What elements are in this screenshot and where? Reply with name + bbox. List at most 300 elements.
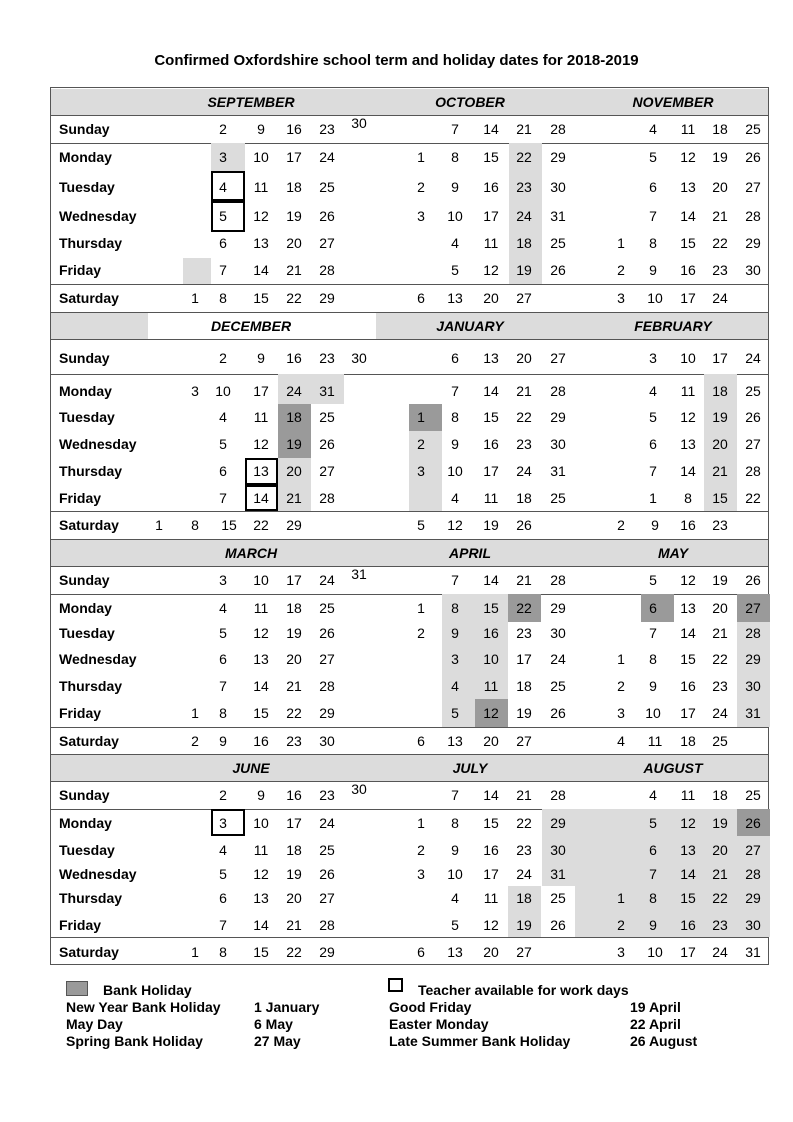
date-cell: 20 [286, 235, 302, 251]
date-cell: 28 [319, 262, 335, 278]
date-cell: 2 [617, 678, 625, 694]
date-cell: 27 [745, 436, 761, 452]
date-cell: 15 [680, 651, 696, 667]
date-cell: 27 [550, 350, 566, 366]
date-cell: 9 [649, 678, 657, 694]
legend-holiday-name: Easter Monday [389, 1016, 489, 1032]
date-cell: 12 [680, 572, 696, 588]
date-cell: 27 [745, 600, 761, 616]
date-cell: 9 [451, 436, 459, 452]
date-cell: 1 [155, 517, 163, 533]
divider [51, 781, 768, 782]
date-cell: 21 [516, 787, 532, 803]
date-cell: 13 [447, 733, 463, 749]
day-label: Wednesday [59, 866, 137, 882]
date-cell: 20 [712, 436, 728, 452]
month-name: FEBRUARY [634, 317, 712, 334]
date-cell: 2 [617, 517, 625, 533]
date-cell: 5 [417, 517, 425, 533]
date-cell: 2 [219, 121, 227, 137]
date-cell: 29 [550, 409, 566, 425]
date-cell: 10 [647, 944, 663, 960]
day-label: Sunday [59, 572, 110, 588]
divider [51, 937, 768, 938]
date-cell: 15 [680, 890, 696, 906]
date-cell: 23 [712, 917, 728, 933]
date-cell: 4 [649, 787, 657, 803]
date-cell: 10 [447, 463, 463, 479]
date-cell: 30 [351, 350, 367, 366]
legend-holiday-name: Good Friday [389, 999, 472, 1015]
date-cell: 28 [745, 208, 761, 224]
date-cell: 20 [286, 463, 302, 479]
date-cell: 30 [550, 436, 566, 452]
date-cell: 25 [319, 842, 335, 858]
date-cell: 11 [680, 383, 696, 399]
highlight-cell [211, 143, 245, 172]
date-cell: 17 [680, 944, 696, 960]
legend-holiday-date: 22 April [630, 1016, 681, 1032]
highlight-cell [409, 404, 442, 431]
month-name: OCTOBER [435, 94, 505, 110]
date-cell: 28 [319, 678, 335, 694]
date-cell: 23 [319, 350, 335, 366]
date-cell: 11 [483, 490, 499, 506]
date-cell: 21 [286, 490, 302, 506]
date-cell: 10 [447, 208, 463, 224]
date-cell: 25 [319, 179, 335, 195]
date-cell: 12 [483, 262, 499, 278]
date-cell: 30 [319, 733, 335, 749]
date-cell: 23 [319, 121, 335, 137]
divider [51, 284, 768, 285]
date-cell: 3 [219, 572, 227, 588]
date-cell: 2 [417, 179, 425, 195]
date-cell: 1 [191, 290, 199, 306]
date-cell: 23 [319, 787, 335, 803]
date-cell: 21 [286, 678, 302, 694]
date-cell: 4 [451, 678, 459, 694]
date-cell: 24 [712, 944, 728, 960]
date-cell: 10 [680, 350, 696, 366]
date-cell: 16 [253, 733, 269, 749]
date-cell: 28 [745, 866, 761, 882]
date-cell: 1 [417, 600, 425, 616]
date-cell: 14 [253, 262, 269, 278]
date-cell: 18 [712, 121, 728, 137]
date-cell: 9 [451, 625, 459, 641]
date-cell: 28 [319, 917, 335, 933]
date-cell: 15 [253, 290, 269, 306]
date-cell: 22 [712, 890, 728, 906]
date-cell: 24 [319, 149, 335, 165]
date-cell: 21 [516, 121, 532, 137]
date-cell: 31 [745, 944, 761, 960]
date-cell: 15 [483, 600, 499, 616]
date-cell: 31 [351, 566, 367, 582]
date-cell: 24 [712, 290, 728, 306]
day-label: Sunday [59, 350, 110, 366]
date-cell: 18 [712, 383, 728, 399]
date-cell: 18 [516, 678, 532, 694]
date-cell: 12 [680, 815, 696, 831]
date-cell: 7 [451, 383, 459, 399]
date-cell: 27 [319, 235, 335, 251]
date-cell: 11 [253, 842, 269, 858]
date-cell: 2 [191, 733, 199, 749]
divider [51, 339, 768, 340]
date-cell: 18 [516, 235, 532, 251]
date-cell: 14 [680, 208, 696, 224]
day-label: Thursday [59, 678, 123, 694]
date-cell: 30 [745, 262, 761, 278]
legend-holiday-date: 19 April [630, 999, 681, 1015]
date-cell: 5 [649, 815, 657, 831]
divider [51, 754, 768, 755]
date-cell: 12 [253, 436, 269, 452]
day-label: Friday [59, 490, 102, 506]
date-cell: 3 [617, 944, 625, 960]
date-cell: 13 [253, 463, 269, 479]
month-name: NOVEMBER [632, 94, 714, 110]
divider [51, 566, 768, 567]
teacher-day-box [211, 201, 245, 232]
date-cell: 29 [550, 149, 566, 165]
date-cell: 28 [550, 787, 566, 803]
date-cell: 22 [516, 815, 532, 831]
date-cell: 3 [649, 350, 657, 366]
date-cell: 27 [516, 290, 532, 306]
date-cell: 23 [286, 733, 302, 749]
teacher-day-swatch [388, 978, 403, 992]
teacher-day-box [211, 171, 245, 201]
day-label: Saturday [59, 517, 119, 533]
date-cell: 28 [745, 625, 761, 641]
date-cell: 1 [417, 409, 425, 425]
day-label: Saturday [59, 944, 119, 960]
date-cell: 6 [219, 651, 227, 667]
date-cell: 4 [617, 733, 625, 749]
date-cell: 7 [219, 490, 227, 506]
day-label: Tuesday [59, 842, 115, 858]
month-name: JUNE [232, 759, 270, 776]
date-cell: 1 [617, 651, 625, 667]
day-label: Monday [59, 383, 112, 399]
date-cell: 20 [483, 733, 499, 749]
date-cell: 26 [745, 815, 761, 831]
date-cell: 16 [286, 787, 302, 803]
date-cell: 28 [550, 383, 566, 399]
date-cell: 25 [712, 733, 728, 749]
date-cell: 9 [257, 121, 265, 137]
date-cell: 23 [516, 179, 532, 195]
date-cell: 19 [483, 517, 499, 533]
divider [51, 312, 768, 313]
date-cell: 25 [319, 409, 335, 425]
date-cell: 26 [319, 625, 335, 641]
date-cell: 18 [516, 490, 532, 506]
date-cell: 24 [550, 651, 566, 667]
date-cell: 12 [447, 517, 463, 533]
date-cell: 6 [649, 600, 657, 616]
date-cell: 8 [451, 600, 459, 616]
date-cell: 20 [712, 600, 728, 616]
date-cell: 27 [516, 733, 532, 749]
date-cell: 19 [516, 705, 532, 721]
date-cell: 17 [680, 290, 696, 306]
date-cell: 28 [745, 463, 761, 479]
date-cell: 25 [745, 787, 761, 803]
date-cell: 2 [417, 842, 425, 858]
date-cell: 1 [191, 705, 199, 721]
date-cell: 21 [516, 383, 532, 399]
date-cell: 7 [219, 262, 227, 278]
date-cell: 21 [516, 572, 532, 588]
date-cell: 1 [617, 235, 625, 251]
date-cell: 3 [219, 815, 227, 831]
month-name: JULY [452, 759, 488, 776]
date-cell: 5 [649, 409, 657, 425]
bank-holiday-legend-label: Bank Holiday [103, 982, 192, 998]
date-cell: 12 [253, 866, 269, 882]
date-cell: 26 [319, 436, 335, 452]
date-cell: 19 [712, 815, 728, 831]
date-cell: 19 [286, 625, 302, 641]
date-cell: 9 [451, 179, 459, 195]
date-cell: 13 [680, 600, 696, 616]
date-cell: 28 [319, 490, 335, 506]
date-cell: 29 [286, 517, 302, 533]
date-cell: 14 [680, 866, 696, 882]
date-cell: 21 [712, 866, 728, 882]
date-cell: 7 [451, 572, 459, 588]
date-cell: 15 [680, 235, 696, 251]
date-cell: 4 [451, 235, 459, 251]
divider [51, 727, 768, 728]
date-cell: 29 [550, 600, 566, 616]
date-cell: 14 [483, 121, 499, 137]
day-label: Monday [59, 600, 112, 616]
date-cell: 9 [651, 517, 659, 533]
date-cell: 29 [550, 815, 566, 831]
date-cell: 5 [219, 625, 227, 641]
day-label: Thursday [59, 890, 123, 906]
date-cell: 27 [319, 463, 335, 479]
date-cell: 22 [516, 149, 532, 165]
date-cell: 23 [712, 262, 728, 278]
date-cell: 25 [745, 383, 761, 399]
date-cell: 11 [680, 121, 696, 137]
date-cell: 1 [417, 815, 425, 831]
legend-holiday-name: Spring Bank Holiday [66, 1033, 203, 1049]
date-cell: 10 [483, 651, 499, 667]
day-label: Monday [59, 149, 112, 165]
date-cell: 8 [219, 705, 227, 721]
date-cell: 15 [483, 149, 499, 165]
date-cell: 20 [712, 842, 728, 858]
date-cell: 22 [516, 600, 532, 616]
legend-holiday-date: 26 August [630, 1033, 698, 1049]
date-cell: 5 [219, 208, 227, 224]
date-cell: 6 [219, 463, 227, 479]
date-cell: 17 [286, 572, 302, 588]
highlight-cell [183, 258, 211, 284]
date-cell: 23 [516, 436, 532, 452]
date-cell: 13 [253, 890, 269, 906]
date-cell: 16 [680, 262, 696, 278]
date-cell: 20 [516, 350, 532, 366]
date-cell: 5 [649, 572, 657, 588]
date-cell: 6 [417, 733, 425, 749]
date-cell: 11 [483, 890, 499, 906]
month-name: AUGUST [643, 759, 703, 776]
divider [51, 143, 768, 144]
day-label: Thursday [59, 463, 123, 479]
date-cell: 3 [451, 651, 459, 667]
teacher-day-box [211, 809, 245, 836]
date-cell: 26 [319, 866, 335, 882]
date-cell: 19 [712, 149, 728, 165]
date-cell: 24 [516, 866, 532, 882]
date-cell: 30 [550, 625, 566, 641]
date-cell: 7 [649, 463, 657, 479]
date-cell: 16 [286, 350, 302, 366]
date-cell: 1 [191, 944, 199, 960]
date-cell: 30 [351, 781, 367, 797]
date-cell: 27 [516, 944, 532, 960]
date-cell: 4 [451, 890, 459, 906]
date-cell: 30 [550, 842, 566, 858]
date-cell: 15 [221, 517, 237, 533]
legend-holiday-date: 1 January [254, 999, 320, 1015]
date-cell: 13 [483, 350, 499, 366]
month-name: JANUARY [436, 317, 504, 334]
date-cell: 16 [680, 917, 696, 933]
date-cell: 5 [649, 149, 657, 165]
date-cell: 17 [483, 463, 499, 479]
date-cell: 16 [483, 179, 499, 195]
date-cell: 30 [745, 917, 761, 933]
date-cell: 29 [745, 890, 761, 906]
date-cell: 9 [219, 733, 227, 749]
date-cell: 2 [219, 787, 227, 803]
day-label: Wednesday [59, 208, 137, 224]
date-cell: 29 [745, 235, 761, 251]
date-cell: 15 [253, 705, 269, 721]
date-cell: 22 [712, 235, 728, 251]
date-cell: 28 [550, 572, 566, 588]
date-cell: 4 [219, 842, 227, 858]
date-cell: 9 [649, 262, 657, 278]
date-cell: 7 [219, 917, 227, 933]
date-cell: 16 [680, 517, 696, 533]
date-cell: 30 [550, 179, 566, 195]
date-cell: 26 [550, 705, 566, 721]
date-cell: 27 [745, 179, 761, 195]
date-cell: 6 [649, 842, 657, 858]
day-label: Tuesday [59, 179, 115, 195]
date-cell: 19 [286, 208, 302, 224]
month-name: APRIL [449, 544, 491, 561]
date-cell: 9 [257, 787, 265, 803]
calendar-table [50, 87, 769, 965]
date-cell: 7 [451, 121, 459, 137]
date-cell: 5 [219, 866, 227, 882]
highlight-cell [409, 431, 442, 511]
day-label: Wednesday [59, 651, 137, 667]
date-cell: 10 [447, 866, 463, 882]
date-cell: 18 [712, 787, 728, 803]
date-cell: 3 [417, 463, 425, 479]
date-cell: 12 [483, 917, 499, 933]
date-cell: 10 [253, 572, 269, 588]
date-cell: 22 [745, 490, 761, 506]
date-cell: 18 [286, 600, 302, 616]
divider [51, 115, 768, 116]
date-cell: 29 [319, 944, 335, 960]
date-cell: 12 [253, 625, 269, 641]
date-cell: 20 [483, 290, 499, 306]
date-cell: 27 [319, 890, 335, 906]
date-cell: 25 [550, 890, 566, 906]
date-cell: 14 [253, 917, 269, 933]
date-cell: 22 [516, 409, 532, 425]
date-cell: 8 [649, 890, 657, 906]
date-cell: 24 [745, 350, 761, 366]
date-cell: 19 [516, 262, 532, 278]
teacher-day-legend-label: Teacher available for work days [418, 982, 629, 998]
date-cell: 6 [219, 890, 227, 906]
date-cell: 8 [451, 815, 459, 831]
date-cell: 18 [286, 409, 302, 425]
date-cell: 23 [516, 842, 532, 858]
date-cell: 8 [219, 944, 227, 960]
date-cell: 14 [253, 678, 269, 694]
date-cell: 2 [417, 436, 425, 452]
date-cell: 12 [253, 208, 269, 224]
date-cell: 22 [253, 517, 269, 533]
day-label: Thursday [59, 235, 123, 251]
month-name: SEPTEMBER [207, 94, 295, 110]
date-cell: 1 [617, 890, 625, 906]
date-cell: 20 [483, 944, 499, 960]
date-cell: 10 [215, 383, 231, 399]
legend-holiday-name: Late Summer Bank Holiday [389, 1033, 571, 1049]
date-cell: 2 [617, 917, 625, 933]
date-cell: 6 [649, 179, 657, 195]
date-cell: 21 [712, 208, 728, 224]
date-cell: 11 [253, 600, 269, 616]
date-cell: 10 [645, 705, 661, 721]
date-cell: 19 [516, 917, 532, 933]
date-cell: 8 [649, 651, 657, 667]
date-cell: 3 [417, 866, 425, 882]
date-cell: 17 [516, 651, 532, 667]
date-cell: 17 [680, 705, 696, 721]
date-cell: 31 [745, 705, 761, 721]
date-cell: 16 [483, 842, 499, 858]
date-cell: 3 [219, 149, 227, 165]
date-cell: 11 [483, 235, 499, 251]
date-cell: 14 [680, 463, 696, 479]
date-cell: 4 [219, 409, 227, 425]
bank-holiday-swatch [66, 981, 88, 996]
date-cell: 17 [712, 350, 728, 366]
date-cell: 9 [257, 350, 265, 366]
date-cell: 6 [649, 436, 657, 452]
date-cell: 23 [712, 517, 728, 533]
date-cell: 8 [191, 517, 199, 533]
